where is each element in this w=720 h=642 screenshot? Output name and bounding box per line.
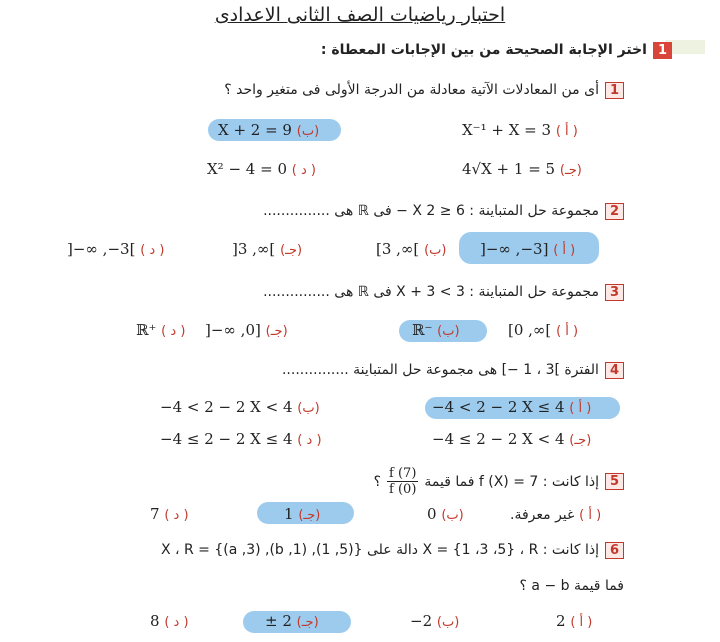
question-4: 4الفترة ]3 ، 1 −] هى مجموعة حل المتباينة ............... (282, 362, 624, 379)
q3-option-a[interactable]: [0 ,∞[ ( أ ) (508, 321, 579, 339)
q5-option-a[interactable]: ( أ ) غير معرفة. (510, 507, 602, 523)
q4-option-a[interactable]: −4 < 2 − 2 X ≤ 4 ( أ ) (432, 398, 592, 416)
question-2: 2مجموعة حل المتباينة : 6 ≤ 2 X − فى ℝ هى ............... (263, 203, 624, 220)
q5-option-b[interactable]: 0 (ب) (427, 505, 464, 523)
q4-option-b[interactable]: −4 < 2 − 2 X < 4 (ب) (160, 398, 320, 416)
section-number: 1 (653, 42, 672, 59)
q4-option-c[interactable]: −4 ≤ 2 − 2 X < 4 (جـ) (432, 430, 592, 448)
question-3: 3مجموعة حل المتباينة : 3 > X + 3 فى ℝ هى ............... (263, 284, 624, 301)
q5-option-d[interactable]: 7 ( د ) (150, 505, 189, 523)
q2-option-d[interactable]: ]−∞ ,−3[ ( د ) (67, 240, 165, 258)
fraction: f (7) f (0) (389, 466, 417, 497)
q3-option-b[interactable]: ℝ⁻ (ب) (412, 321, 460, 339)
q6-option-a[interactable]: 2 ( أ ) (556, 612, 593, 630)
q2-option-b[interactable]: [3 ,∞[ (ب) (376, 240, 447, 258)
question-6-line2: فما قيمة a − b ؟ (519, 578, 624, 594)
q6-option-d[interactable]: 8 ( د ) (150, 612, 189, 630)
q3-option-c[interactable]: ]−∞ ,0] (جـ) (205, 321, 288, 339)
q1-option-a[interactable]: X⁻¹ + X = 3 ( أ ) (462, 121, 578, 139)
q6-option-c[interactable]: ± 2 (جـ) (265, 612, 319, 630)
q5-option-c[interactable]: 1 (جـ) (284, 505, 321, 523)
page-title: احتبار رياضيات الصف الثانى الاعدادى (214, 4, 506, 26)
question-6: 6إذا كانت : X = {1 ،3 ،5} ، R دالة على X ، R = {(a ,3) ,(b ,1) ,(1 ,5)} (161, 542, 624, 559)
q4-option-d[interactable]: −4 ≤ 2 − 2 X ≤ 4 ( د ) (160, 430, 322, 448)
q1-option-b[interactable]: X + 2 = 9 (ب) (218, 121, 320, 139)
question-5: 5 إذا كانت : f (X) = 7 فما قيمة f (7) f (0) ؟ (374, 466, 624, 497)
q3-option-d[interactable]: ℝ⁺ ( د ) (136, 321, 186, 339)
q1-option-d[interactable]: X² − 4 = 0 ( د ) (207, 160, 317, 178)
section-heading: 1اختر الإجابة الصحيحة من بين الإجابات المعطاة : (321, 42, 672, 59)
q1-option-c[interactable]: 4√X + 1 = 5 (جـ) (462, 160, 582, 178)
question-1: 1أى من المعادلات الآتية معادلة من الدرجة الأولى فى متغير واحد ؟ (224, 82, 624, 99)
q2-option-a[interactable]: ]−∞ ,−3] ( أ ) (480, 240, 576, 258)
q2-option-c[interactable]: ]3 ,∞[ (جـ) (232, 240, 303, 258)
q6-option-b[interactable]: −2 (ب) (410, 612, 460, 630)
